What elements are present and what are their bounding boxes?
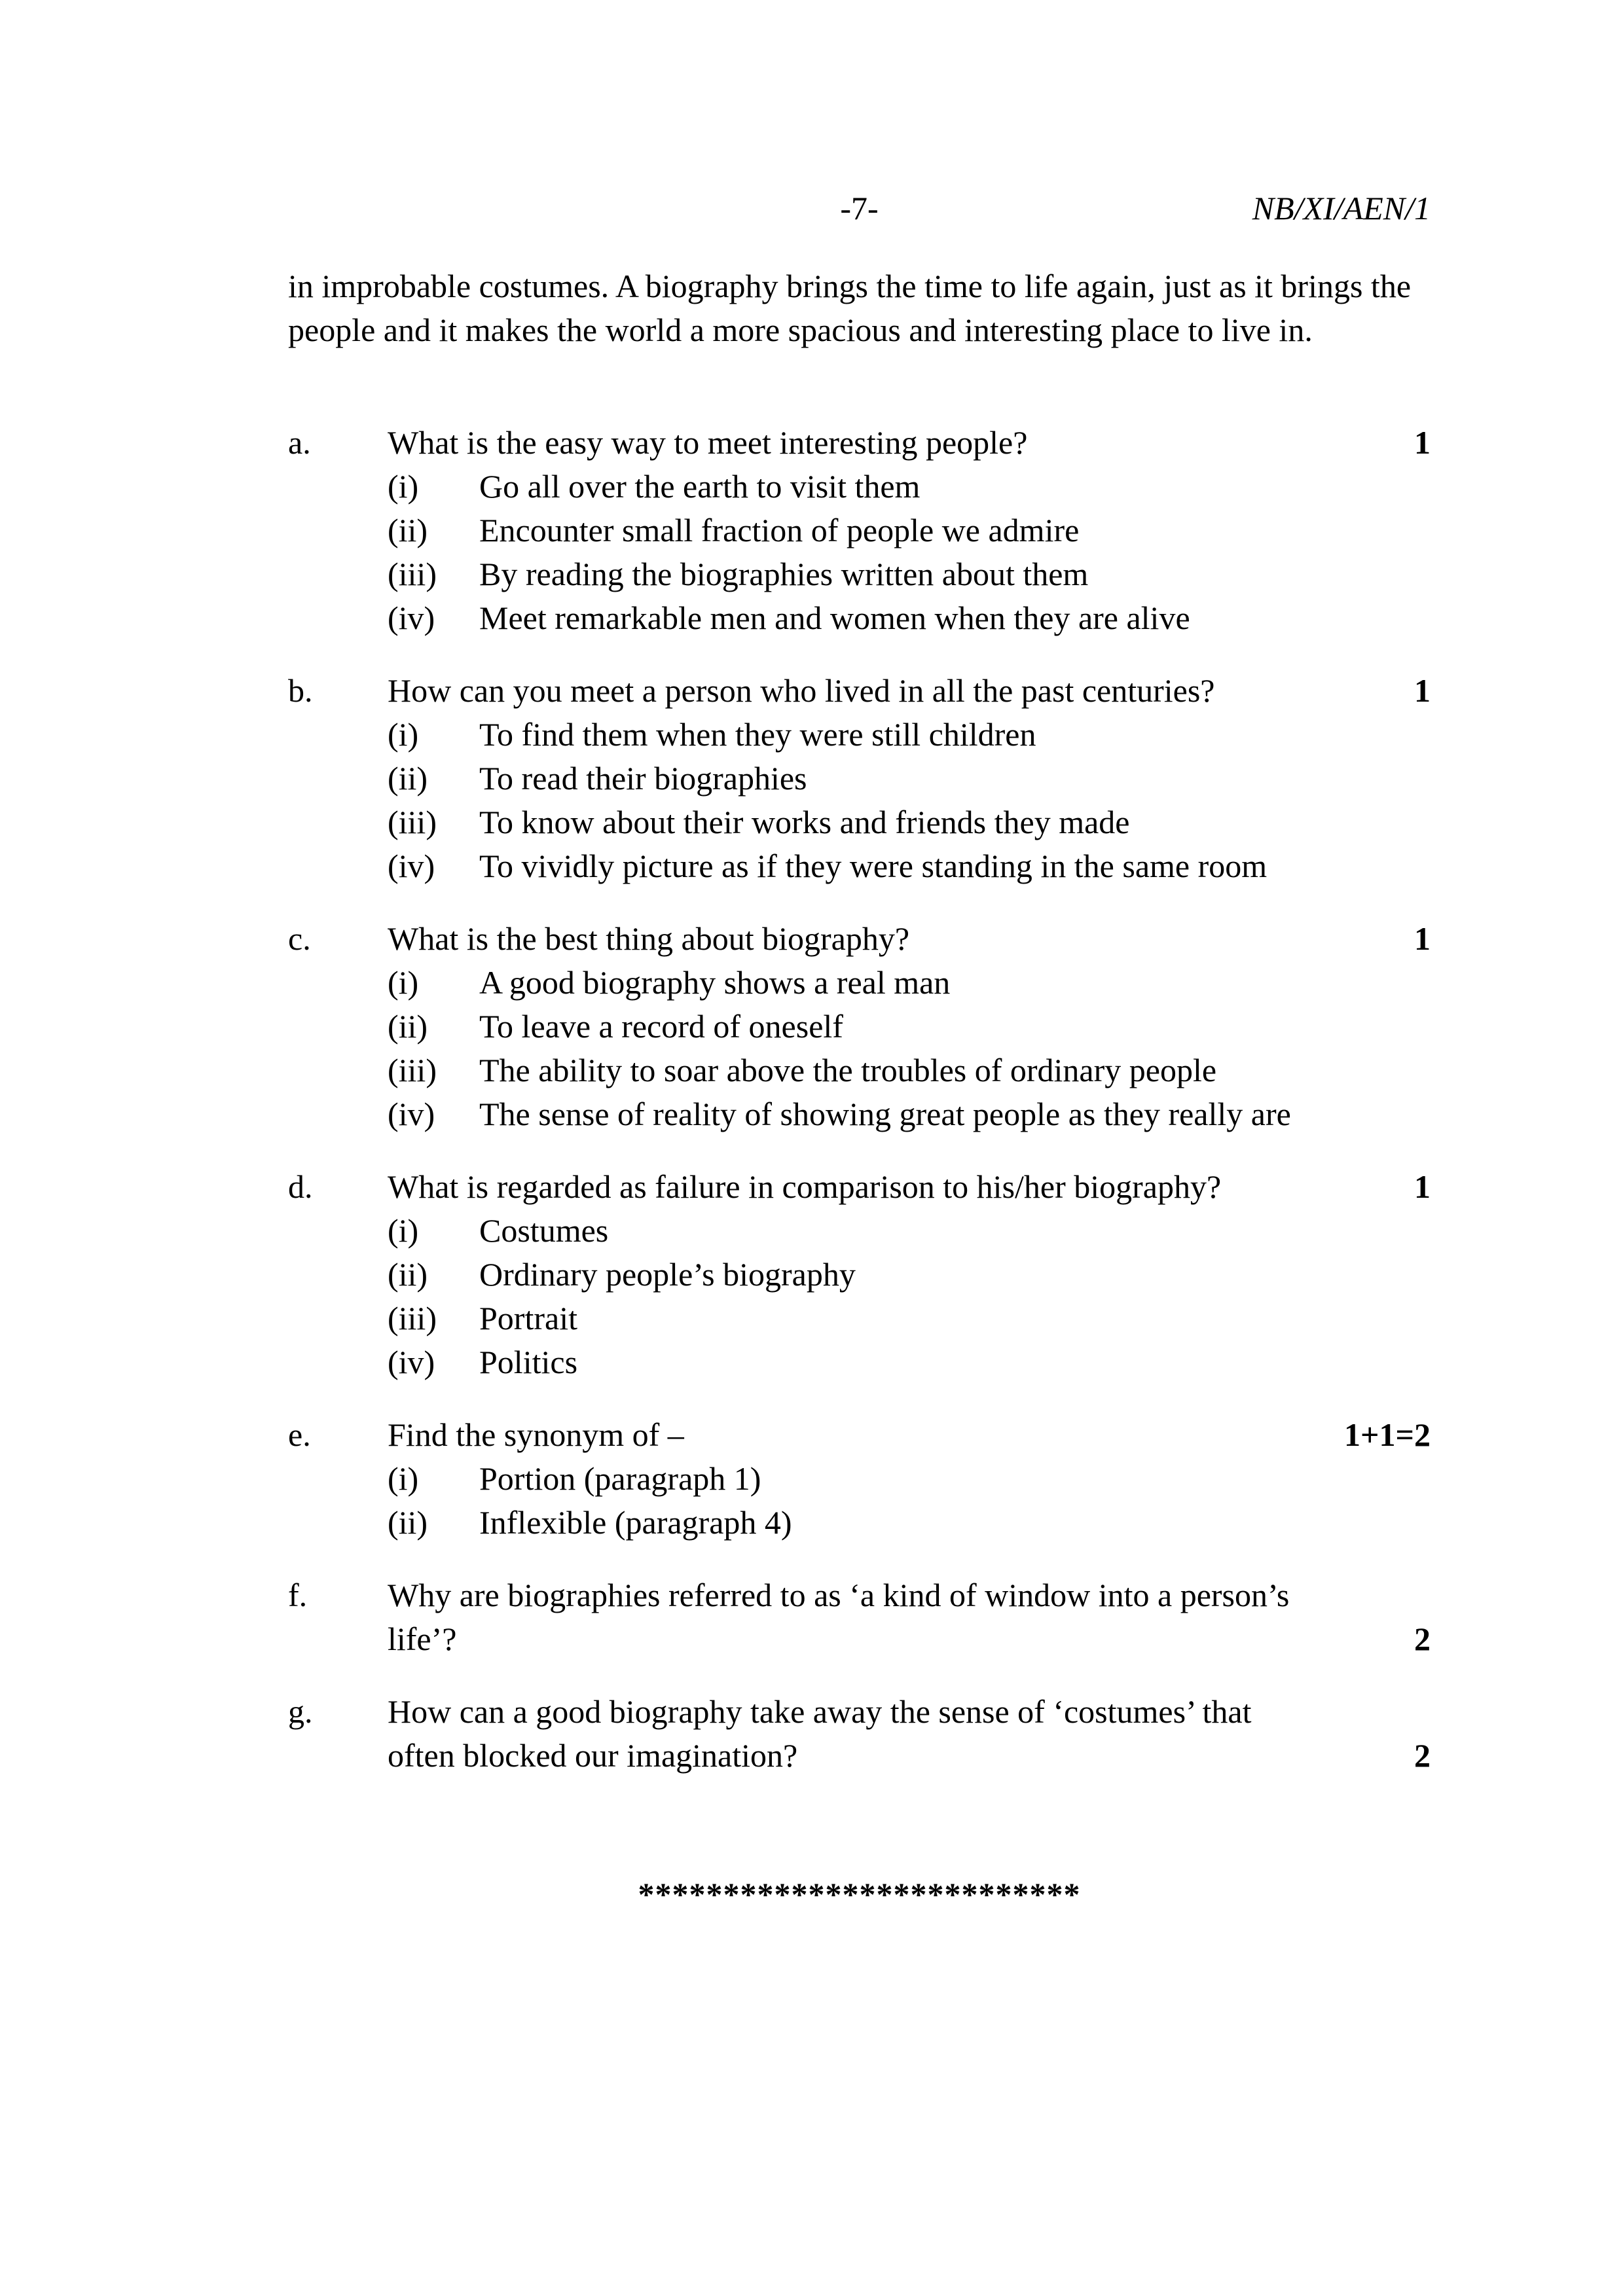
option: [388, 1092, 1319, 1136]
option-numeral: (iii): [388, 556, 437, 592]
question-text: What is the best thing about biography?: [388, 920, 910, 957]
question-marks: 1: [1414, 920, 1431, 957]
question-body: [388, 1690, 1319, 1778]
question-g: [288, 1690, 1431, 1778]
option-numeral: (iii): [388, 1052, 437, 1088]
option: [388, 844, 1319, 888]
question-text: How can you meet a person who lived in all the past centuries?: [388, 672, 1215, 709]
option-text: Portrait: [479, 1300, 577, 1336]
question-label: g.: [288, 1693, 313, 1730]
option-numeral: (ii): [388, 1008, 428, 1045]
option: [388, 465, 1319, 509]
option-numeral: (iv): [388, 1096, 435, 1132]
question-body: [388, 1165, 1319, 1384]
option-text: To find them when they were still children: [479, 716, 1036, 753]
option-numeral: (i): [388, 1212, 419, 1249]
option-numeral: (iv): [388, 848, 435, 884]
option-numeral: (ii): [388, 1256, 428, 1293]
option-text: To leave a record of oneself: [479, 1008, 843, 1045]
question-label: d.: [288, 1168, 313, 1205]
question-label: a.: [288, 424, 311, 461]
option: [388, 1340, 1319, 1384]
option-numeral: (i): [388, 964, 419, 1001]
option: [388, 1297, 1319, 1340]
option: [388, 757, 1319, 800]
doc-code: NB/XI/AEN/1: [1252, 190, 1431, 226]
question-b: [288, 669, 1431, 888]
option-numeral: (i): [388, 716, 419, 753]
question-d: [288, 1165, 1431, 1384]
option-text: By reading the biographies written about them: [479, 556, 1089, 592]
question-text: What is regarded as failure in comparison to his/her biography?: [388, 1168, 1222, 1205]
question-text: How can a good biography take away the sense of ‘costumes’ that often blocked our imagination?: [388, 1693, 1252, 1774]
page-header: [288, 187, 1431, 230]
option-numeral: (iv): [388, 1344, 435, 1380]
question-body: [388, 421, 1319, 640]
option-numeral: (iv): [388, 600, 435, 636]
option-text: Go all over the earth to visit them: [479, 468, 921, 505]
option-numeral: (iii): [388, 804, 437, 840]
option-text: A good biography shows a real man: [479, 964, 951, 1001]
page-number: -7-: [840, 190, 879, 226]
question-marks: 1+1=2: [1344, 1416, 1431, 1453]
option-text: To vividly picture as if they were standing in the same room: [479, 848, 1267, 884]
question-label: f.: [288, 1577, 308, 1613]
option-numeral: (ii): [388, 1504, 428, 1541]
option: [388, 1005, 1319, 1049]
question-label: e.: [288, 1416, 311, 1453]
option-text: Encounter small fraction of people we admire: [479, 512, 1080, 548]
question-text: Why are biographies referred to as ‘a kind of window into a person’s life’?: [388, 1577, 1290, 1657]
option-text: The sense of reality of showing great people as they really are: [479, 1096, 1291, 1132]
option: [388, 552, 1319, 596]
option-text: Meet remarkable men and women when they are alive: [479, 600, 1190, 636]
option-numeral: (i): [388, 468, 419, 505]
option-numeral: (iii): [388, 1300, 437, 1336]
question-marks: 1: [1414, 1168, 1431, 1205]
option-text: Costumes: [479, 1212, 609, 1249]
option-text: The ability to soar above the troubles of ordinary people: [479, 1052, 1217, 1088]
option: [388, 1209, 1319, 1253]
option-text: Portion (paragraph 1): [479, 1460, 761, 1497]
question-body: [388, 917, 1319, 1136]
option-numeral: (ii): [388, 512, 428, 548]
question-marks: 1: [1414, 672, 1431, 709]
question-body: [388, 669, 1319, 888]
option-numeral: (i): [388, 1460, 419, 1497]
question-f: [288, 1573, 1431, 1661]
intro-paragraph: in improbable costumes. A biography brings the time to life again, just as it brings the people and it makes the world a more spacious and interesting place to live in.: [288, 268, 1412, 348]
question-text: Find the synonym of –: [388, 1416, 684, 1453]
question-marks: 1: [1414, 424, 1431, 461]
option: [388, 1457, 1319, 1501]
option: [388, 596, 1319, 640]
question-body: [388, 1573, 1319, 1661]
question-a: [288, 421, 1431, 640]
end-separator: **************************: [638, 1876, 1081, 1912]
option: [388, 1049, 1319, 1092]
question-text: What is the easy way to meet interesting people?: [388, 424, 1028, 461]
question-e: [288, 1413, 1431, 1545]
option: [388, 509, 1319, 552]
option-text: Ordinary people’s biography: [479, 1256, 856, 1293]
option-text: Inflexible (paragraph 4): [479, 1504, 792, 1541]
option-text: To read their biographies: [479, 760, 807, 797]
option: [388, 1501, 1319, 1545]
question-marks: 2: [1414, 1621, 1431, 1657]
question-c: [288, 917, 1431, 1136]
question-body: [388, 1413, 1319, 1545]
question-marks: 2: [1414, 1737, 1431, 1774]
question-label: c.: [288, 920, 311, 957]
option: [388, 713, 1319, 757]
option: [388, 961, 1319, 1005]
option: [388, 800, 1319, 844]
option: [388, 1253, 1319, 1297]
option-text: Politics: [479, 1344, 578, 1380]
option-text: To know about their works and friends they made: [479, 804, 1130, 840]
option-numeral: (ii): [388, 760, 428, 797]
question-label: b.: [288, 672, 313, 709]
